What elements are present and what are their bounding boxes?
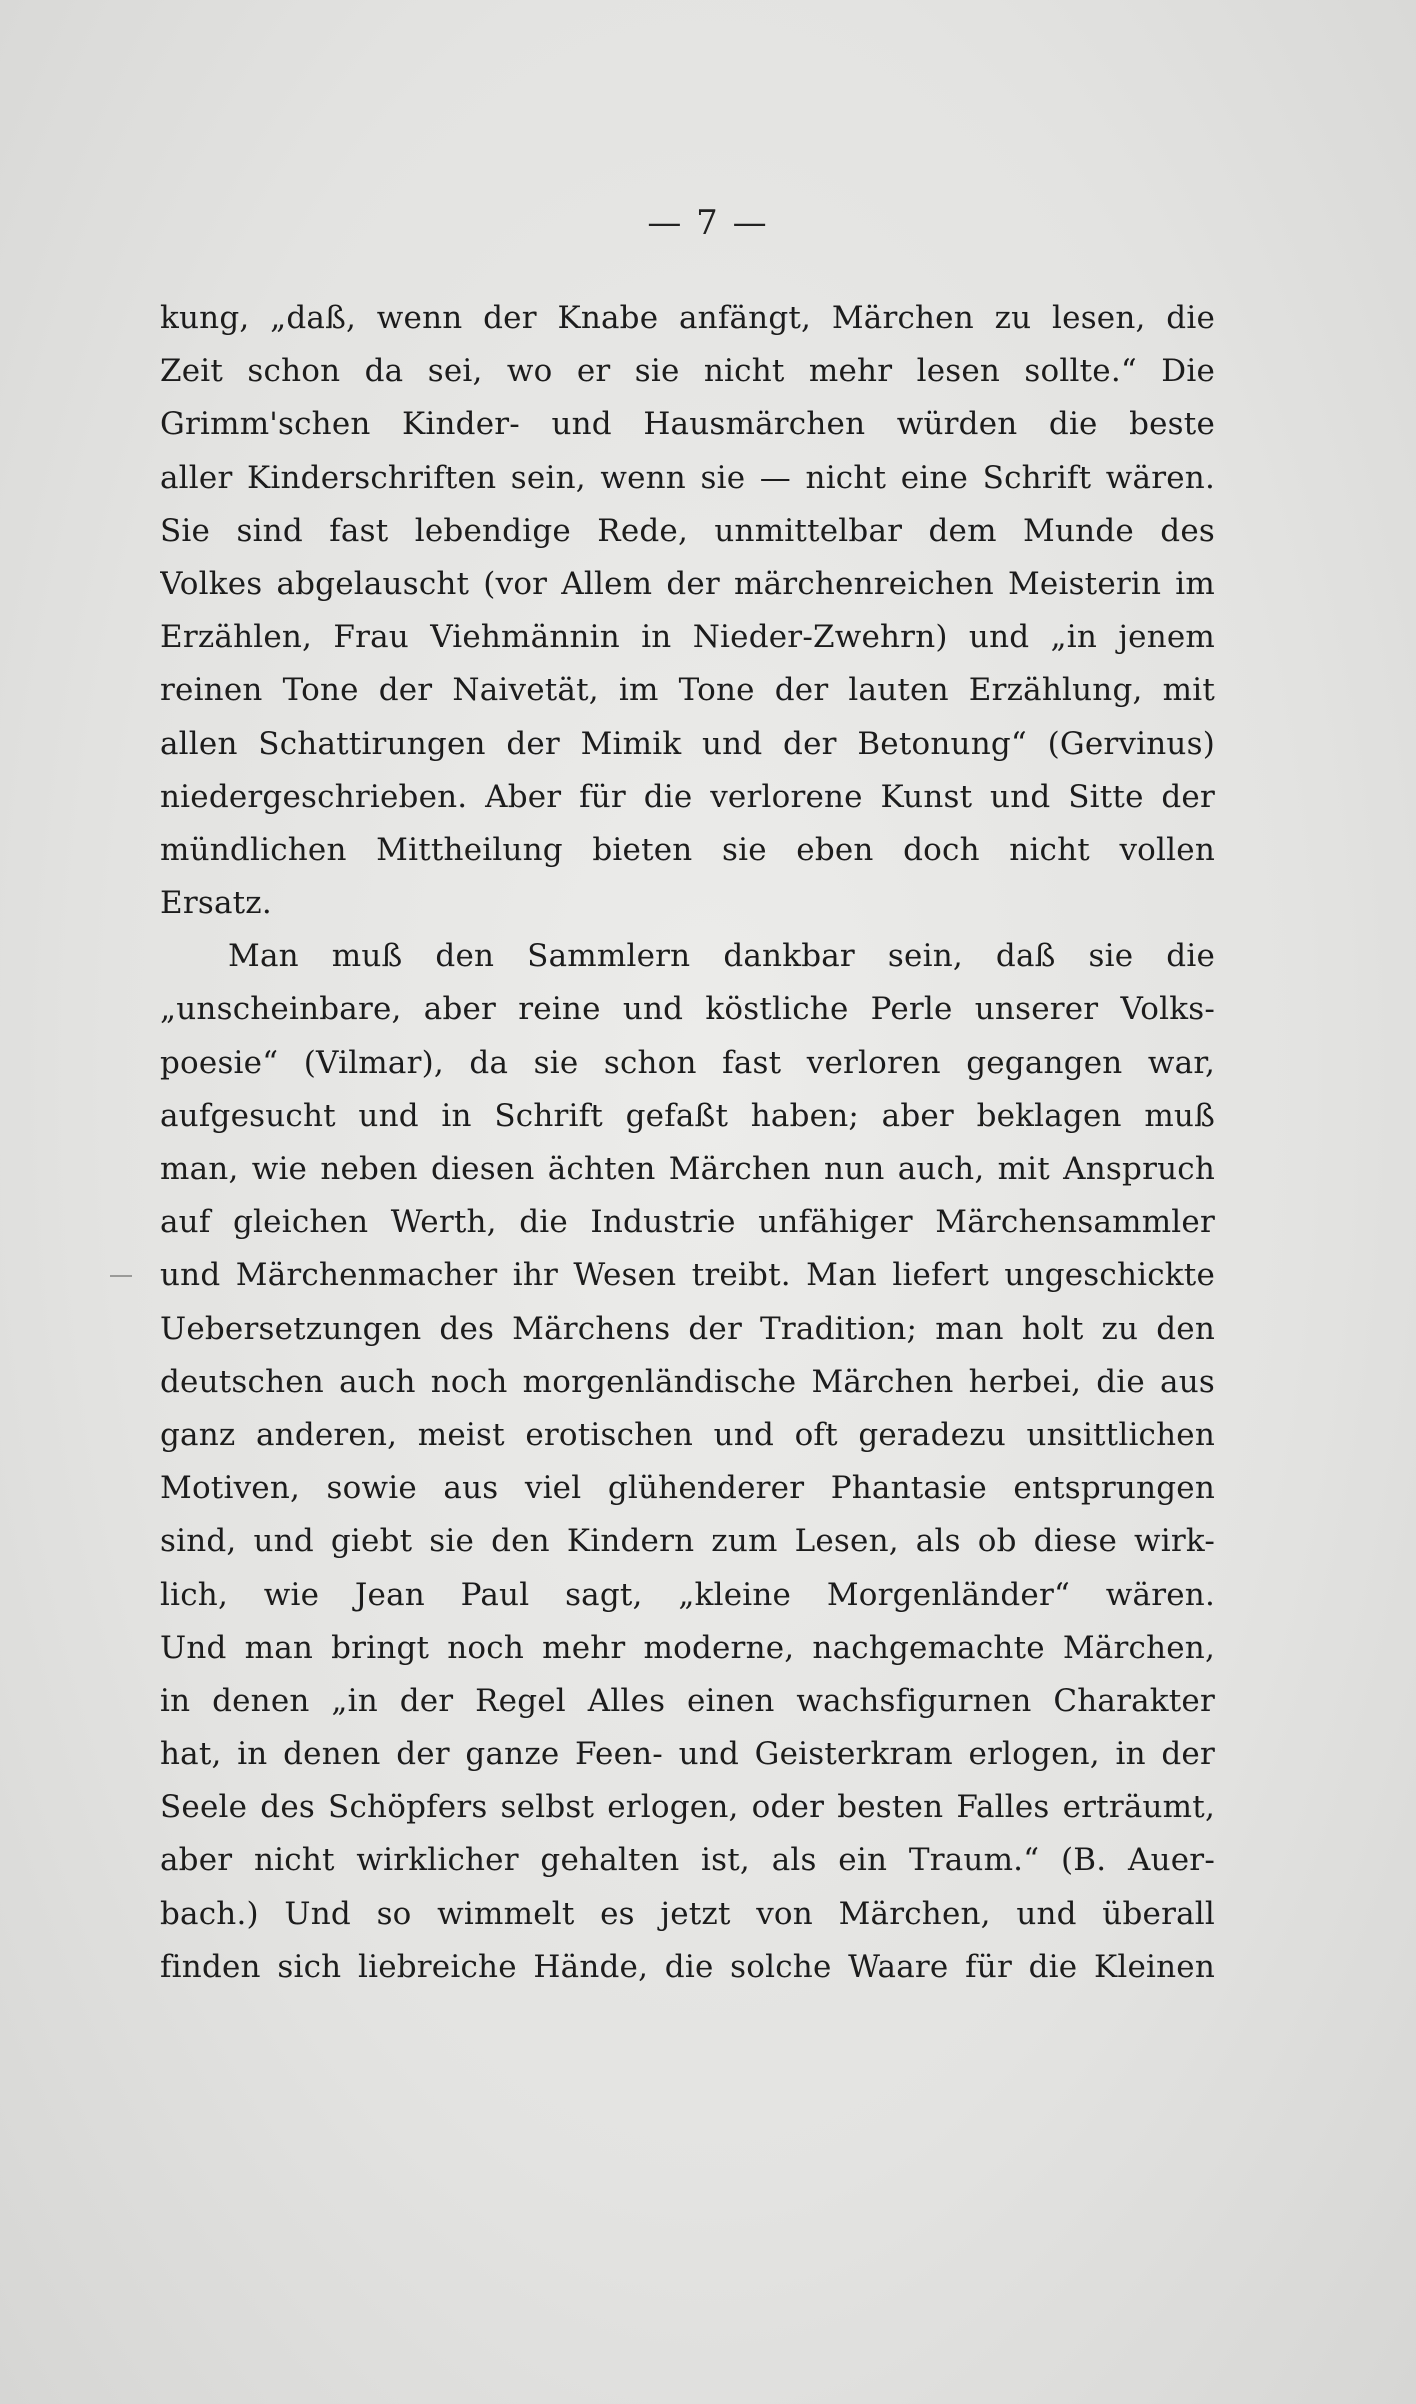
text-line: „unscheinbare, aber reine und köstliche Perle unserer Volks- bbox=[160, 991, 1215, 1028]
text-line: deutschen auch noch morgenländische Märchen herbei, die aus bbox=[160, 1363, 1215, 1400]
text-line: hat, in denen der ganze Feen- und Geisterkram erlogen, in der bbox=[160, 1736, 1215, 1773]
text-line: aller Kinderschriften sein, wenn sie — nicht eine Schrift wären. bbox=[160, 459, 1215, 496]
text-line: Volkes abgelauscht (vor Allem der märchenreichen Meisterin im bbox=[160, 565, 1215, 602]
text-line: aber nicht wirklicher gehalten ist, als ein Traum.“ (B. Auer- bbox=[160, 1842, 1215, 1879]
text-line: finden sich liebreiche Hände, die solche Waare für die Kleinen bbox=[160, 1948, 1215, 1985]
text-line: kung, „daß, wenn der Knabe anfängt, Märchen zu lesen, die bbox=[160, 300, 1215, 336]
text-line: Zeit schon da sei, wo er sie nicht mehr lesen sollte.“ Die bbox=[160, 353, 1215, 390]
text-line: sind, und giebt sie den Kindern zum Lesen, als ob diese wirk- bbox=[160, 1523, 1215, 1560]
text-line: Seele des Schöpfers selbst erlogen, oder besten Falles erträumt, bbox=[160, 1789, 1215, 1826]
margin-mark bbox=[110, 1275, 132, 1277]
text-line: poesie“ (Vilmar), da sie schon fast verloren gegangen war, bbox=[160, 1044, 1215, 1081]
text-line: Ersatz. bbox=[160, 885, 272, 922]
text-line: bach.) Und so wimmelt es jetzt von Märchen, und überall bbox=[160, 1895, 1215, 1932]
text-line: lich, wie Jean Paul sagt, „kleine Morgenländer“ wären. bbox=[160, 1576, 1215, 1613]
text-line: niedergeschrieben. Aber für die verlorene Kunst und Sitte der bbox=[160, 778, 1215, 815]
body-text bbox=[160, 292, 1215, 1994]
text-line: Motiven, sowie aus viel glühenderer Phantasie entsprungen bbox=[160, 1470, 1215, 1507]
text-line: Sie sind fast lebendige Rede, unmittelbar dem Munde des bbox=[160, 512, 1215, 549]
page-number: — 7 — bbox=[647, 203, 769, 243]
text-line: ganz anderen, meist erotischen und oft geradezu unsittlichen bbox=[160, 1416, 1215, 1453]
text-line: Erzählen, Frau Viehmännin in Nieder-Zwehrn) und „in jenem bbox=[160, 619, 1215, 656]
text-line: mündlichen Mittheilung bieten sie eben doch nicht vollen bbox=[160, 831, 1215, 868]
text-line: Uebersetzungen des Märchens der Tradition; man holt zu den bbox=[160, 1310, 1215, 1347]
text-line: auf gleichen Werth, die Industrie unfähiger Märchensammler bbox=[160, 1204, 1215, 1241]
text-line: Grimm'schen Kinder- und Hausmärchen würden die beste bbox=[160, 406, 1215, 443]
text-line: und Märchenmacher ihr Wesen treibt. Man liefert ungeschickte bbox=[160, 1257, 1215, 1294]
text-line: Man muß den Sammlern dankbar sein, daß sie die bbox=[228, 938, 1215, 975]
text-line: Und man bringt noch mehr moderne, nachgemachte Märchen, bbox=[160, 1629, 1215, 1666]
text-line: allen Schattirungen der Mimik und der Betonung“ (Gervinus) bbox=[160, 725, 1215, 762]
text-line: reinen Tone der Naivetät, im Tone der lauten Erzählung, mit bbox=[160, 672, 1215, 709]
text-line: man, wie neben diesen ächten Märchen nun auch, mit Anspruch bbox=[160, 1151, 1215, 1187]
text-line: aufgesucht und in Schrift gefaßt haben; aber beklagen muß bbox=[160, 1097, 1215, 1134]
text-line: in denen „in der Regel Alles einen wachsfigurnen Charakter bbox=[160, 1682, 1215, 1719]
